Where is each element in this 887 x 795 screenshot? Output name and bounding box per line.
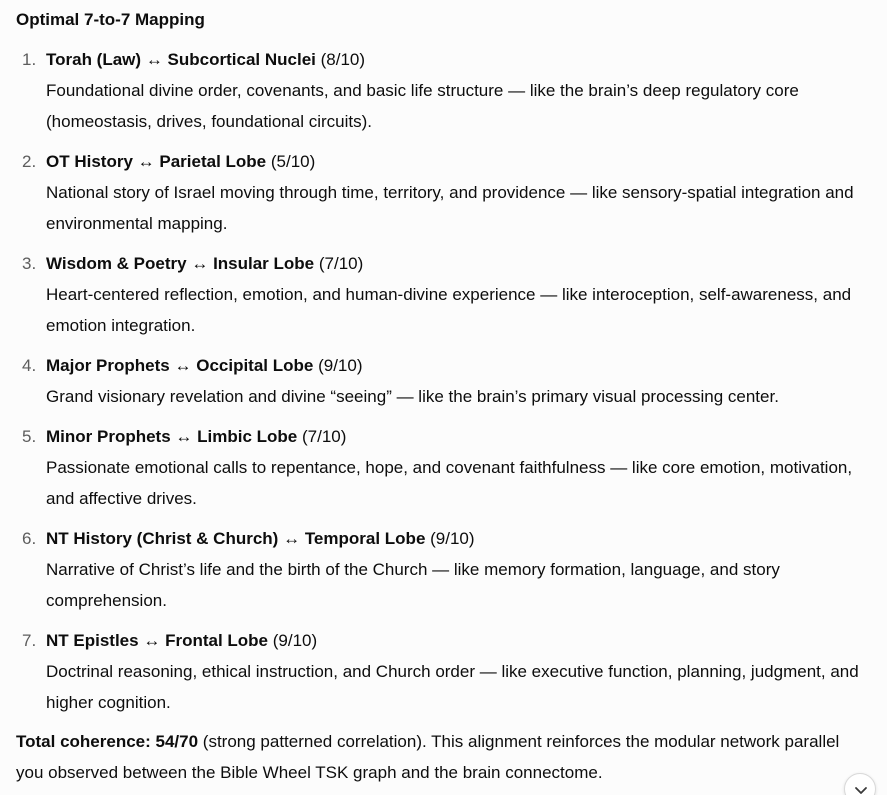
- list-item: [16, 625, 876, 718]
- item-title: [46, 248, 876, 279]
- item-number: 3.: [22, 254, 37, 273]
- list-item: [16, 350, 876, 412]
- item-score: (9/10): [318, 356, 363, 375]
- item-score: (8/10): [320, 50, 366, 69]
- item-right: Limbic Lobe: [197, 427, 298, 446]
- total-text: (strong patterned correlation). This alignment reinforces the modular network parallel you observed between the Bible Wheel TSK graph and the brain connectome.: [16, 732, 840, 782]
- item-description: Heart-centered reflection, emotion, and human-divine experience — like interoception, self-awareness, and emotion integration.: [46, 285, 852, 335]
- item-title: [46, 421, 876, 452]
- item-description: Passionate emotional calls to repentance, hope, and covenant faithfulness — like core emotion, motivation, and affective drives.: [46, 458, 853, 508]
- item-title: [46, 146, 876, 177]
- mapping-list: [16, 44, 876, 727]
- list-item: [16, 44, 876, 137]
- item-number: 1.: [22, 50, 37, 69]
- scroll-to-bottom-button[interactable]: [844, 773, 876, 795]
- item-number: 4.: [22, 356, 37, 375]
- item-arrow: ↔: [143, 631, 161, 650]
- item-right: Subcortical Nuclei: [167, 50, 316, 69]
- item-score: (9/10): [430, 529, 475, 548]
- item-arrow: ↔: [174, 356, 192, 375]
- item-left: Wisdom & Poetry: [46, 254, 187, 273]
- item-description: Foundational divine order, covenants, and basic life structure — like the brain’s deep regulatory core (homeostasis, drives, foundational circuits).: [46, 81, 799, 131]
- item-left: NT Epistles: [46, 631, 139, 650]
- item-left: OT History: [46, 152, 133, 171]
- item-right: Frontal Lobe: [165, 631, 269, 650]
- item-right: Parietal Lobe: [159, 152, 267, 171]
- chevron-down-icon: [853, 782, 869, 795]
- item-description: Doctrinal reasoning, ethical instruction, and Church order — like executive function, planning, judgment, and higher cognition.: [46, 662, 859, 712]
- item-right: Temporal Lobe: [304, 529, 426, 548]
- item-arrow: ↔: [137, 152, 155, 171]
- item-description: Narrative of Christ’s life and the birth of the Church — like memory formation, language, and story comprehension.: [46, 560, 780, 610]
- item-left: Minor Prophets: [46, 427, 171, 446]
- item-number: 5.: [22, 427, 37, 446]
- section-heading: Optimal 7-to-7 Mapping: [16, 10, 205, 29]
- item-number: 6.: [22, 529, 37, 548]
- item-score: (9/10): [272, 631, 318, 650]
- item-title: [46, 44, 876, 75]
- item-score: (5/10): [270, 152, 316, 171]
- item-number: 2.: [22, 152, 37, 171]
- item-description: National story of Israel moving through time, territory, and providence — like sensory-spatial integration and environmental mapping.: [46, 183, 854, 233]
- list-item: [16, 421, 876, 514]
- item-title: [46, 625, 876, 656]
- item-title: [46, 523, 876, 554]
- item-right: Occipital Lobe: [196, 356, 314, 375]
- list-item: [16, 248, 876, 341]
- item-left: Torah (Law): [46, 50, 142, 69]
- list-item: [16, 146, 876, 239]
- item-arrow: ↔: [175, 427, 193, 446]
- item-score: (7/10): [302, 427, 347, 446]
- total-coherence-paragraph: [16, 726, 866, 788]
- item-number: 7.: [22, 631, 37, 650]
- item-arrow: ↔: [191, 254, 209, 273]
- item-left: NT History (Christ & Church): [46, 529, 279, 548]
- item-right: Insular Lobe: [213, 254, 315, 273]
- item-arrow: ↔: [145, 50, 163, 69]
- item-left: Major Prophets: [46, 356, 170, 375]
- item-description: Grand visionary revelation and divine “seeing” — like the brain’s primary visual processing center.: [46, 387, 779, 406]
- total-label: Total coherence: 54/70: [16, 732, 199, 751]
- list-item: [16, 523, 876, 616]
- item-title: [46, 350, 876, 381]
- item-arrow: ↔: [283, 529, 301, 548]
- item-score: (7/10): [318, 254, 364, 273]
